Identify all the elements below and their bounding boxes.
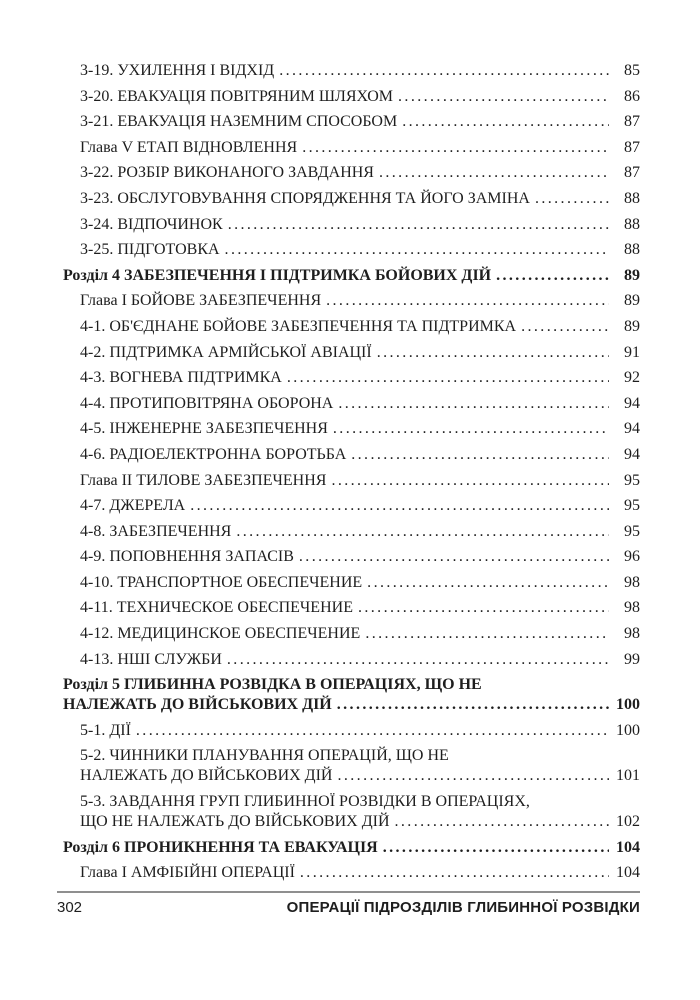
toc-page-number: 101 [616,767,640,785]
dot-leader [331,471,609,491]
dot-leader [351,445,609,465]
toc-entry-text: 3-22. РОЗБІР ВИКОНАНОГО ЗАВДАННЯ [80,164,374,182]
toc-page-number: 87 [624,113,640,131]
toc-page-number: 98 [624,573,640,591]
toc-page-number: 87 [624,164,640,182]
dot-leader [358,598,609,618]
toc-page-number: 94 [624,445,640,463]
toc-page-number: 98 [624,599,640,617]
toc-entry [63,471,640,491]
toc-page-number: 94 [624,394,640,412]
toc-entry [63,189,640,209]
toc-page-number: 102 [616,813,640,831]
toc-entry-text: 4-10. ТРАНСПОРТНОЕ ОБЕСПЕЧЕНИЕ [80,573,363,591]
toc-entry [63,343,640,363]
toc-entry [63,87,640,107]
toc-entry [63,496,640,516]
dot-leader [383,838,609,858]
toc-entry-text: 4-3. ВОГНЕВА ПІДТРИМКА [80,369,282,387]
toc-entry-text: Глава V ЕТАП ВІДНОВЛЕННЯ [80,138,298,156]
toc-entry [63,163,640,183]
toc-entry-text: 3-25. ПІДГОТОВКА [80,241,220,259]
dot-leader [190,496,609,516]
toc-chapter-entry [63,675,640,715]
toc-entry-text: 4-11. ТЕХНИЧЕСКОЕ ОБЕСПЕЧЕНИЕ [80,599,353,617]
toc-entry-text: 3-21. ЕВАКУАЦІЯ НАЗЕМНИМ СПОСОБОМ [80,113,398,131]
toc-entry-text: Розділ 5 ГЛИБИННА РОЗВІДКА В ОПЕРАЦІЯХ, ЩО НЕ [63,676,482,694]
dot-leader [302,138,609,158]
toc-entry-line-1 [80,746,640,766]
toc-page-number: 95 [624,471,640,489]
dot-leader [402,112,609,132]
toc-entry-text: Глава II ТИЛОВЕ ЗАБЕЗПЕЧЕННЯ [80,471,327,489]
toc-entry [63,792,640,832]
dot-leader [333,419,609,439]
toc-page-number: 87 [624,138,640,156]
toc-entry-text: Розділ 6 ПРОНИКНЕННЯ ТА ЕВАКУАЦІЯ [63,838,378,856]
toc-chapter-entry [63,838,640,858]
toc-entry-text: 5-3. ЗАВДАННЯ ГРУП ГЛИБИННОЇ РОЗВІДКИ В ОПЕРАЦІЯХ, [80,793,530,811]
toc-entry [63,61,640,81]
toc-entry [63,215,640,235]
toc-entry-text: НАЛЕЖАТЬ ДО ВІЙСЬКОВИХ ДІЙ [80,767,333,785]
toc-page-number: 104 [616,838,640,856]
toc-entry-text: НАЛЕЖАТЬ ДО ВІЙСЬКОВИХ ДІЙ [63,696,332,714]
toc-page-number: 96 [624,548,640,566]
toc-entry-text: 4-12. МЕДИЦИНСКОЕ ОБЕСПЕЧЕНИЕ [80,625,361,643]
dot-leader [398,87,609,107]
dot-leader [227,650,609,670]
toc-page-number: 94 [624,420,640,438]
toc-entry-text: 4-4. ПРОТИПОВІТРЯНА ОБОРОНА [80,394,334,412]
toc-entry-text: 3-20. ЕВАКУАЦІЯ ПОВІТРЯНИМ ШЛЯХОМ [80,87,394,105]
toc-entry-text: 4-13. НШІ СЛУЖБИ [80,650,222,668]
dot-leader [365,624,609,644]
dot-leader [496,266,609,286]
toc-entry-text: ЩО НЕ НАЛЕЖАТЬ ДО ВІЙСЬКОВИХ ДІЙ [80,813,390,831]
toc-entry [63,624,640,644]
toc-entry-line-1 [80,792,640,812]
dot-leader [379,163,609,183]
toc-entry-text: 3-19. УХИЛЕННЯ І ВІДХІД [80,62,275,79]
toc-entry-text: 4-6. РАДІОЕЛЕКТРОННА БОРОТЬБА [80,445,347,463]
dot-leader [225,240,609,260]
toc-page-number: 88 [624,241,640,259]
toc-entry-line-2 [80,812,640,832]
toc-entry [63,650,640,670]
running-title: ОПЕРАЦІЇ ПІДРОЗДІЛІВ ГЛИБИННОЇ РОЗВІДКИ [286,899,640,916]
toc-entry [63,522,640,542]
folio-page-number: 302 [57,899,83,916]
toc-entry-text: 3-24. ВІДПОЧИНОК [80,215,223,233]
dot-leader [236,522,609,542]
toc-entry [63,394,640,414]
toc-entry [63,746,640,786]
toc-entry [63,138,640,158]
toc-entry-text: 4-1. ОБ'ЄДНАНЕ БОЙОВЕ ЗАБЕЗПЕЧЕННЯ ТА ПІДТРИМКА [80,317,517,335]
toc-entry-line-2 [63,695,640,715]
dot-leader [299,547,609,567]
toc-page-number: 95 [624,522,640,540]
dot-leader [377,343,609,363]
toc-entry [63,240,640,260]
toc-entry-text: 4-9. ПОПОВНЕННЯ ЗАПАСІВ [80,548,294,566]
dot-leader [136,721,609,741]
toc-page-number: 100 [616,696,640,714]
toc-entry-text: Глава I АМФІБІЙНІ ОПЕРАЦІЇ [80,864,295,882]
toc-page-number: 95 [624,497,640,515]
toc-chapter-entry [63,266,640,286]
toc-entry-text: 4-5. ІНЖЕНЕРНЕ ЗАБЕЗПЕЧЕННЯ [80,420,328,438]
toc-entry-line-1 [63,675,640,695]
toc-entry [63,368,640,388]
dot-leader [337,695,609,715]
toc-entry [63,112,640,132]
toc-page-number: 85 [624,62,640,79]
dot-leader [279,61,609,81]
dot-leader [395,812,610,832]
dot-leader [337,766,609,786]
toc-page-number: 92 [624,369,640,387]
dot-leader [535,189,609,209]
toc-entry [63,291,640,311]
toc-entry [63,863,640,883]
toc-entry [63,547,640,567]
page-footer [57,891,640,916]
toc-entry-text: 5-2. ЧИННИКИ ПЛАНУВАННЯ ОПЕРАЦІЙ, ЩО НЕ [80,747,449,765]
dot-leader [287,368,609,388]
toc-page-number: 98 [624,625,640,643]
toc-page-number: 89 [624,266,640,284]
footer-row [57,899,640,916]
toc-entry [63,721,640,741]
toc-page-number: 104 [616,864,640,882]
toc-entry [63,573,640,593]
dot-leader [521,317,609,337]
dot-leader [326,291,609,311]
toc-entry-text: 4-7. ДЖЕРЕЛА [80,497,186,515]
toc-entry-text: 3-23. ОБСЛУГОВУВАННЯ СПОРЯДЖЕННЯ ТА ЙОГО ЗАМІНА [80,189,530,207]
toc-page-number: 89 [624,317,640,335]
toc-entry [63,445,640,465]
dot-leader [300,863,609,883]
toc-page-number: 88 [624,215,640,233]
toc-page-number: 88 [624,189,640,207]
footer-divider [57,891,640,893]
toc-entry [63,598,640,618]
toc-page-number: 89 [624,292,640,310]
toc-entry-line-2 [80,766,640,786]
toc-entry [63,317,640,337]
toc-page-number: 86 [624,87,640,105]
dot-leader [338,394,609,414]
toc-entry-text: 5-1. ДІЇ [80,721,131,739]
toc-entry-text: 4-8. ЗАБЕЗПЕЧЕННЯ [80,522,232,540]
toc-entry [63,419,640,439]
toc-page-number: 100 [616,721,640,739]
table-of-contents [63,61,640,889]
toc-page-number: 91 [624,343,640,361]
toc-page-number: 99 [624,650,640,668]
toc-entry-text: 4-2. ПІДТРИМКА АРМІЙСЬКОЇ АВІАЦІЇ [80,343,372,361]
dot-leader [367,573,609,593]
toc-entry-text: Глава I БОЙОВЕ ЗАБЕЗПЕЧЕННЯ [80,292,322,310]
dot-leader [228,215,609,235]
toc-entry-text: Розділ 4 ЗАБЕЗПЕЧЕННЯ І ПІДТРИМКА БОЙОВИХ ДІЙ [63,266,492,284]
